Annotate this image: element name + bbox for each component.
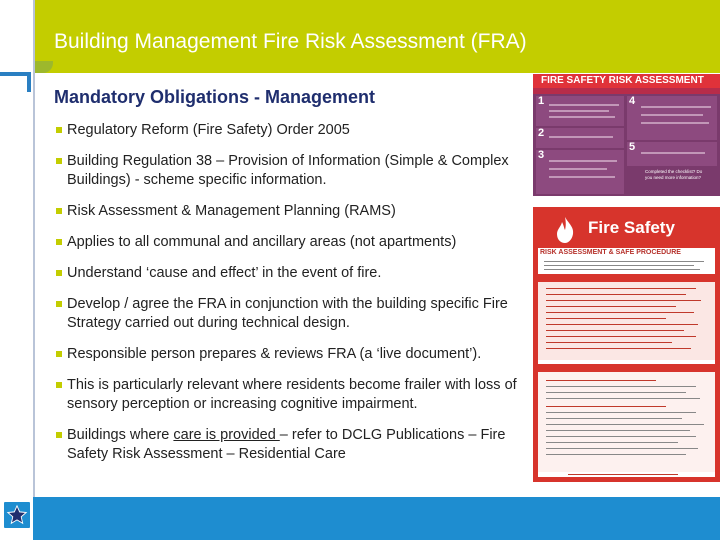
bullet-item [54, 233, 532, 252]
page-title: Building Management Fire Risk Assessment (FRA) [54, 30, 527, 53]
poster-panel [627, 96, 717, 140]
poster-subtitle-band [533, 88, 720, 94]
poster-text-line [546, 392, 686, 393]
bullet-text: Building Regulation 38 – Provision of Information (Simple & Complex Buildings) - scheme specific information. [67, 153, 509, 188]
poster-text-line [546, 348, 691, 349]
poster-text-line [546, 300, 701, 301]
bullet-marker-icon [56, 301, 62, 307]
poster-text-line [641, 152, 705, 154]
poster-text-line [546, 448, 698, 449]
poster-text-line [546, 398, 700, 399]
bullet-text: Applies to all communal and ancillary areas (not apartments) [67, 234, 457, 250]
bullet-marker-icon [56, 239, 62, 245]
poster-step-number: 2 [538, 127, 545, 139]
poster-text-line [544, 269, 700, 270]
logo-badge [2, 500, 32, 530]
poster-text-line [549, 104, 619, 106]
bullet-text-post: – refer to DCLG Publications – Fire Safety Risk Assessment – Residential Care [67, 427, 506, 462]
poster-section-band [538, 364, 715, 372]
poster-section [538, 372, 715, 472]
bullet-item [54, 376, 532, 414]
poster-text-line [546, 442, 678, 443]
bullet-text-underlined: care is provided [173, 427, 280, 443]
bullet-text: Risk Assessment & Management Planning (RAMS) [67, 203, 396, 219]
poster-text-line [546, 324, 698, 325]
star-icon [6, 504, 28, 526]
fire-risk-assessment-poster-image [533, 74, 720, 196]
poster-text-line [546, 406, 666, 407]
poster-panel [536, 150, 624, 194]
poster-panel [627, 142, 717, 166]
bullet-marker-icon [56, 270, 62, 276]
bullet-text: Develop / agree the FRA in conjunction with the building specific Fire Strategy carried out during technical design. [67, 296, 508, 331]
bullet-text: Understand ‘cause and effect’ in the event of fire. [67, 265, 382, 281]
bullet-item [54, 264, 532, 283]
bullet-marker-icon [56, 208, 62, 214]
poster-subtitle: RISK ASSESSMENT & SAFE PROCEDURE [540, 249, 681, 256]
bullet-text: This is particularly relevant where residents become frailer with loss of sensory perception or increasing cognitive impairment. [67, 377, 517, 412]
poster-text-line [546, 318, 666, 319]
poster-text-line [546, 430, 690, 431]
bullet-item [54, 345, 532, 364]
poster-text-line [641, 122, 709, 124]
poster-text-line [549, 168, 607, 170]
poster-text-line [549, 160, 617, 162]
fire-safety-procedure-poster-image [533, 207, 720, 482]
poster-text-line [549, 136, 613, 138]
poster-text-line [641, 114, 703, 116]
bullet-item [54, 426, 532, 464]
poster-step-number: 3 [538, 149, 545, 161]
flame-icon [552, 216, 578, 244]
poster-text-line [641, 106, 711, 108]
poster-text-line [549, 110, 609, 112]
poster-text-line [546, 436, 696, 437]
poster-text-line [546, 330, 684, 331]
poster-title: Fire Safety [588, 218, 675, 237]
section-subtitle: Mandatory Obligations - Management [54, 87, 376, 107]
bullet-marker-icon [56, 158, 62, 164]
poster-step-number: 5 [629, 141, 636, 153]
bullet-item [54, 295, 532, 333]
poster-text-line [546, 294, 686, 295]
poster-text-line [546, 306, 676, 307]
bullet-marker-icon [56, 382, 62, 388]
poster-text-line [546, 288, 696, 289]
bullet-item [54, 121, 532, 140]
left-vertical-rule [33, 0, 35, 540]
bullet-list [54, 121, 532, 464]
poster-text-line [546, 424, 704, 425]
poster-text-line [546, 380, 656, 381]
bullet-text: Regulatory Reform (Fire Safety) Order 2005 [67, 122, 350, 138]
bullet-marker-icon [56, 351, 62, 357]
poster-text-line [546, 342, 672, 343]
poster-text-line [549, 116, 615, 118]
footer-bar [0, 497, 720, 540]
corner-bracket-horizontal [0, 72, 30, 76]
poster-title: FIRE SAFETY RISK ASSESSMENT [533, 74, 720, 88]
poster-text-line [546, 412, 696, 413]
poster-text-line [546, 386, 696, 387]
poster-note: Completed the checklist? Do you need more information? [645, 169, 703, 180]
poster-step-number: 4 [629, 95, 636, 107]
bullet-text-pre: Buildings where [67, 427, 174, 443]
corner-bracket-vertical [27, 72, 31, 92]
poster-text-line [546, 454, 686, 455]
poster-step-number: 1 [538, 95, 545, 107]
poster-text-line [546, 312, 694, 313]
bullet-text: Responsible person prepares & reviews FRA (a ‘live document’). [67, 346, 482, 362]
poster-section-band [538, 274, 715, 282]
poster-text-line [568, 474, 678, 475]
bullet-marker-icon [56, 127, 62, 133]
poster-text-line [544, 261, 704, 262]
poster-panel [536, 128, 624, 148]
bullet-item [54, 152, 532, 190]
poster-text-line [544, 265, 694, 266]
poster-text-line [546, 336, 696, 337]
bullet-item [54, 202, 532, 221]
bullet-marker-icon [56, 432, 62, 438]
poster-text-line [549, 176, 615, 178]
poster-text-line [546, 418, 682, 419]
